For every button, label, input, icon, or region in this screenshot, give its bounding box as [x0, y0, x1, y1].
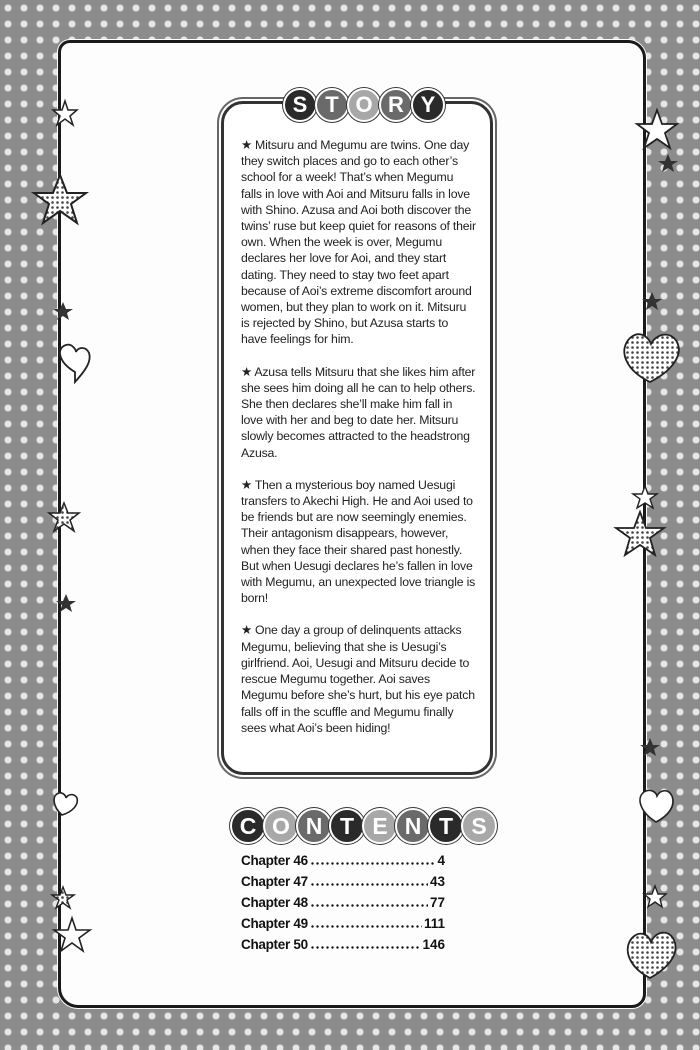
toc-leader-dots	[310, 862, 436, 865]
story-title	[283, 88, 443, 122]
story-paragraph: ★ Then a mysterious boy named Uesugi transfers to Akechi High. He and Aoi used to be friends but are now seemingly enemies. Their antagonism disappears, however, when they face their shared past honestly. But when Uesugi declares he’s fallen in love with Megumu, an unexpected love triangle is born!	[241, 477, 476, 606]
title-letter: R	[379, 88, 413, 122]
title-letter: O	[263, 808, 299, 844]
toc-entry[interactable]	[241, 853, 445, 874]
toc-page-number: 77	[429, 895, 445, 910]
toc-chapter-label: Chapter 48	[241, 895, 308, 910]
star-outline-icon	[637, 110, 677, 148]
star-dotted-icon	[49, 503, 79, 531]
toc-entry[interactable]	[241, 874, 445, 895]
title-letter: N	[395, 808, 431, 844]
toc-page-number: 111	[423, 916, 445, 931]
heart-dotted-icon	[624, 334, 679, 382]
toc-page-number: 146	[422, 937, 445, 952]
star-dark-icon	[56, 594, 76, 612]
heart-outline-icon	[54, 793, 77, 815]
star-outline-icon	[53, 101, 77, 125]
title-letter: S	[461, 808, 497, 844]
toc-page-number: 43	[429, 874, 445, 889]
toc-chapter-label: Chapter 50	[241, 937, 308, 952]
star-dark-icon	[53, 302, 73, 320]
toc-chapter-label: Chapter 46	[241, 853, 308, 868]
story-text	[241, 137, 477, 752]
heart-outline-icon	[640, 790, 673, 822]
star-outline-icon	[644, 886, 666, 907]
title-letter: O	[347, 88, 381, 122]
toc-chapter-label: Chapter 47	[241, 874, 308, 889]
title-letter: T	[329, 808, 365, 844]
toc-leader-dots	[310, 904, 428, 907]
toc-leader-dots	[310, 883, 428, 886]
toc-leader-dots	[310, 946, 421, 949]
title-letter: T	[315, 88, 349, 122]
toc-chapter-label: Chapter 49	[241, 916, 308, 931]
title-letter: S	[283, 88, 317, 122]
toc-entry[interactable]	[241, 895, 445, 916]
title-letter: E	[362, 808, 398, 844]
title-letter: C	[230, 808, 266, 844]
star-dark-icon	[658, 154, 678, 172]
table-of-contents	[241, 853, 445, 958]
story-paragraph: ★ One day a group of delinquents attacks Megumu, believing that she is Uesugi’s girlfriend. Aoi, Uesugi and Mitsuru decide to rescue Megumu together. Aoi saves Megumu before she’s hurt, but his eye patch falls off in the scuffle and Megumu finally sees what Aoi’s been hiding!	[241, 623, 475, 735]
contents-title	[230, 808, 494, 844]
star-outline-icon	[54, 918, 90, 951]
star-dotted-icon	[616, 512, 664, 555]
toc-page-number: 4	[437, 853, 445, 868]
story-paragraph: ★ Azusa tells Mitsuru that she likes him after she sees him doing all he can to help others. She then declares she’ll make him fall in love with her and beg to date her. Mitsuru slowly becomes attracted to the headstrong Azusa.	[241, 364, 476, 460]
title-letter: Y	[411, 88, 445, 122]
toc-leader-dots	[310, 925, 422, 928]
toc-entry[interactable]	[241, 937, 445, 958]
star-dark-icon	[640, 738, 660, 756]
star-dotted-icon	[52, 887, 74, 908]
title-letter: T	[428, 808, 464, 844]
title-letter: N	[296, 808, 332, 844]
star-outline-icon	[633, 486, 657, 508]
heart-outline-icon	[60, 345, 90, 382]
star-dotted-icon	[34, 175, 86, 223]
heart-dotted-icon	[628, 933, 676, 978]
star-dark-icon	[642, 292, 662, 310]
toc-entry[interactable]	[241, 916, 445, 937]
story-paragraph: ★ Mitsuru and Megumu are twins. One day they switch places and go to each other’s school for a week! That’s when Megumu falls in love with Aoi and Mitsuru falls in love with Shino. Azusa and Aoi both discover the twins’ ruse but keep quiet for reasons of their own. When the week is over, Megumu declares her love for Aoi, and they start dating. They need to stay two feet apart because of Aoi’s extreme discomfort around women, but they plan to work on it. Mitsuru is rejected by Shino, but Azusa starts to have feelings for him.	[241, 138, 476, 347]
